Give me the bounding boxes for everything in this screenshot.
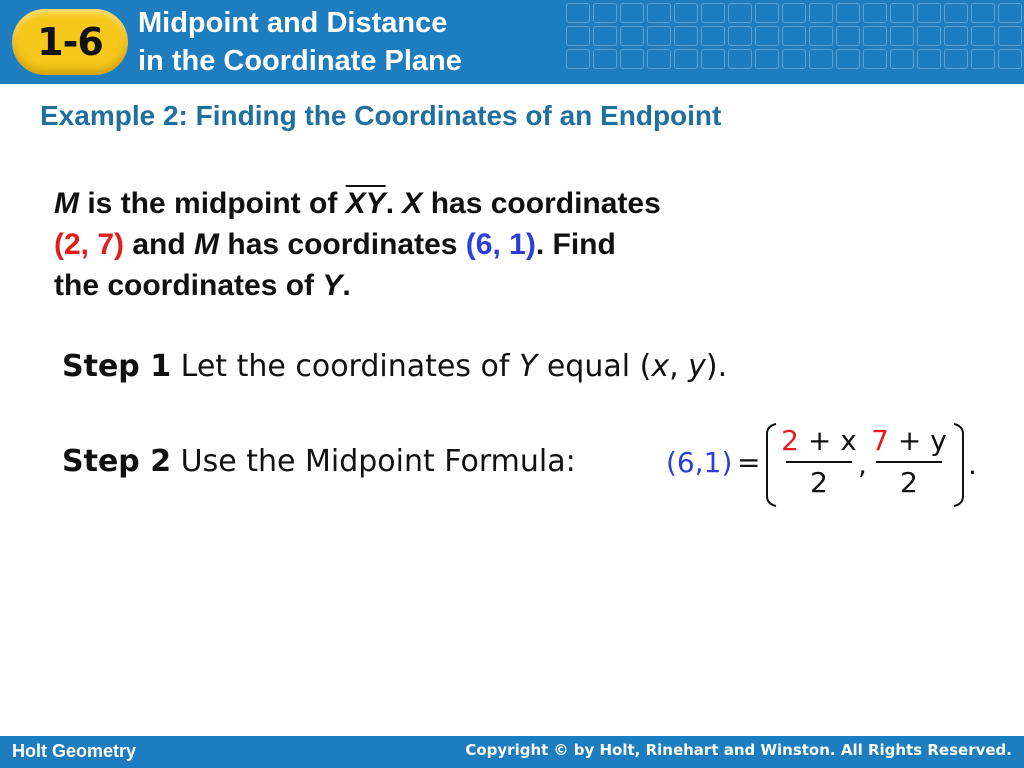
lesson-badge: 1-6: [12, 9, 128, 75]
problem-line-1: [54, 183, 904, 224]
slide-footer: [0, 736, 1024, 768]
lesson-title: [138, 4, 462, 80]
numerator-rest: + y: [888, 424, 947, 457]
grid-cell: [593, 26, 617, 46]
grid-cell: [674, 26, 698, 46]
formula-equals: =: [737, 446, 761, 479]
grid-cell: [971, 49, 995, 69]
fraction-bar: [876, 461, 942, 463]
grid-cell: [971, 3, 995, 23]
footer-course: Holt Geometry: [12, 741, 137, 761]
problem-line-2: [54, 224, 904, 265]
grid-cell: [890, 3, 914, 23]
grid-cell: [917, 49, 941, 69]
grid-cell: [674, 49, 698, 69]
var-y: Y: [518, 349, 538, 384]
fraction-y-denominator: 2: [900, 466, 918, 499]
x-coordinates: (2, 7): [54, 228, 125, 261]
grid-cell: [593, 3, 617, 23]
step-1: [62, 349, 727, 384]
problem-line-3: [54, 265, 904, 306]
slide-header: [0, 0, 1024, 84]
grid-cell: [728, 49, 752, 69]
footer-copyright: Copyright © by Holt, Rinehart and Winston. All Rights Reserved.: [465, 741, 1012, 759]
grid-cell: [971, 26, 995, 46]
var-m: M: [54, 187, 79, 220]
step-1-text: ).: [705, 349, 728, 384]
formula-point: (6,1): [666, 446, 733, 479]
left-paren-icon: [764, 422, 778, 508]
example-heading: Example 2: Finding the Coordinates of an Endpoint: [40, 100, 722, 131]
midpoint-formula: [662, 420, 982, 515]
fraction-bar: [786, 461, 852, 463]
grid-cell: [728, 3, 752, 23]
grid-cell: [836, 26, 860, 46]
grid-cell: [566, 26, 590, 46]
grid-cell: [782, 3, 806, 23]
grid-cell: [917, 3, 941, 23]
grid-cell: [890, 26, 914, 46]
lesson-title-line1: Midpoint and Distance: [138, 7, 448, 39]
right-paren-icon: [952, 422, 966, 508]
grid-cell: [647, 3, 671, 23]
grid-cell: [863, 3, 887, 23]
grid-cell: [944, 3, 968, 23]
problem-text: .: [385, 187, 403, 220]
grid-cell: [620, 49, 644, 69]
grid-cell: [863, 26, 887, 46]
problem-text: has coordinates: [219, 228, 466, 261]
grid-cell: [944, 49, 968, 69]
grid-cell: [809, 26, 833, 46]
fraction-y-numerator: [870, 423, 948, 459]
numerator-rest: + x: [798, 424, 857, 457]
problem-text: .: [342, 269, 351, 302]
fraction-x: [780, 423, 858, 501]
problem-statement: [54, 183, 904, 306]
constant-2: 2: [781, 424, 799, 457]
step-1-text: ,: [669, 349, 689, 384]
step-2-label: Step 2: [62, 444, 172, 479]
grid-cell: [836, 3, 860, 23]
grid-cell: [620, 3, 644, 23]
grid-cell: [917, 26, 941, 46]
grid-cell: [863, 49, 887, 69]
grid-cell: [728, 26, 752, 46]
problem-text: has coordinates: [422, 187, 661, 220]
formula-period: .: [968, 448, 977, 481]
problem-text: the coordinates of: [54, 269, 323, 302]
grid-cell: [701, 26, 725, 46]
grid-cell: [836, 49, 860, 69]
grid-cell: [755, 3, 779, 23]
grid-cell: [593, 49, 617, 69]
problem-text: and: [124, 228, 195, 261]
grid-cell: [782, 26, 806, 46]
grid-cell: [674, 3, 698, 23]
grid-cell: [620, 26, 644, 46]
lesson-title-line2: in the Coordinate Plane: [138, 45, 462, 77]
var-x: x: [651, 349, 670, 384]
grid-cell: [755, 26, 779, 46]
grid-cell: [701, 3, 725, 23]
problem-text: is the midpoint of: [79, 187, 346, 220]
problem-text: . Find: [535, 228, 616, 261]
grid-cell: [755, 49, 779, 69]
grid-cell: [998, 26, 1022, 46]
step-2-text: Use the Midpoint Formula:: [171, 444, 576, 479]
fraction-y: [870, 423, 948, 501]
grid-cell: [890, 49, 914, 69]
grid-cell: [566, 49, 590, 69]
constant-7: 7: [871, 424, 889, 457]
var-m: M: [194, 228, 220, 261]
var-y: Y: [322, 269, 343, 302]
grid-cell: [566, 3, 590, 23]
header-grid-decoration: [560, 0, 1024, 84]
grid-cell: [809, 3, 833, 23]
var-y: y: [688, 349, 706, 384]
grid-cell: [701, 49, 725, 69]
grid-cell: [944, 26, 968, 46]
grid-cell: [647, 49, 671, 69]
grid-cell: [782, 49, 806, 69]
grid-cell: [998, 49, 1022, 69]
fraction-x-denominator: 2: [810, 466, 828, 499]
formula-comma: ,: [858, 448, 867, 481]
segment-xy: $\overline{XY}$: [345, 187, 386, 220]
grid-cell: [998, 3, 1022, 23]
grid-cell: [809, 49, 833, 69]
step-2: [62, 444, 576, 479]
m-coordinates: (6, 1): [465, 228, 536, 261]
step-1-text: Let the coordinates of: [171, 349, 519, 384]
fraction-x-numerator: [780, 423, 858, 459]
step-1-text: equal (: [537, 349, 652, 384]
step-1-label: Step 1: [62, 349, 172, 384]
var-x: X: [402, 187, 423, 220]
grid-cell: [647, 26, 671, 46]
